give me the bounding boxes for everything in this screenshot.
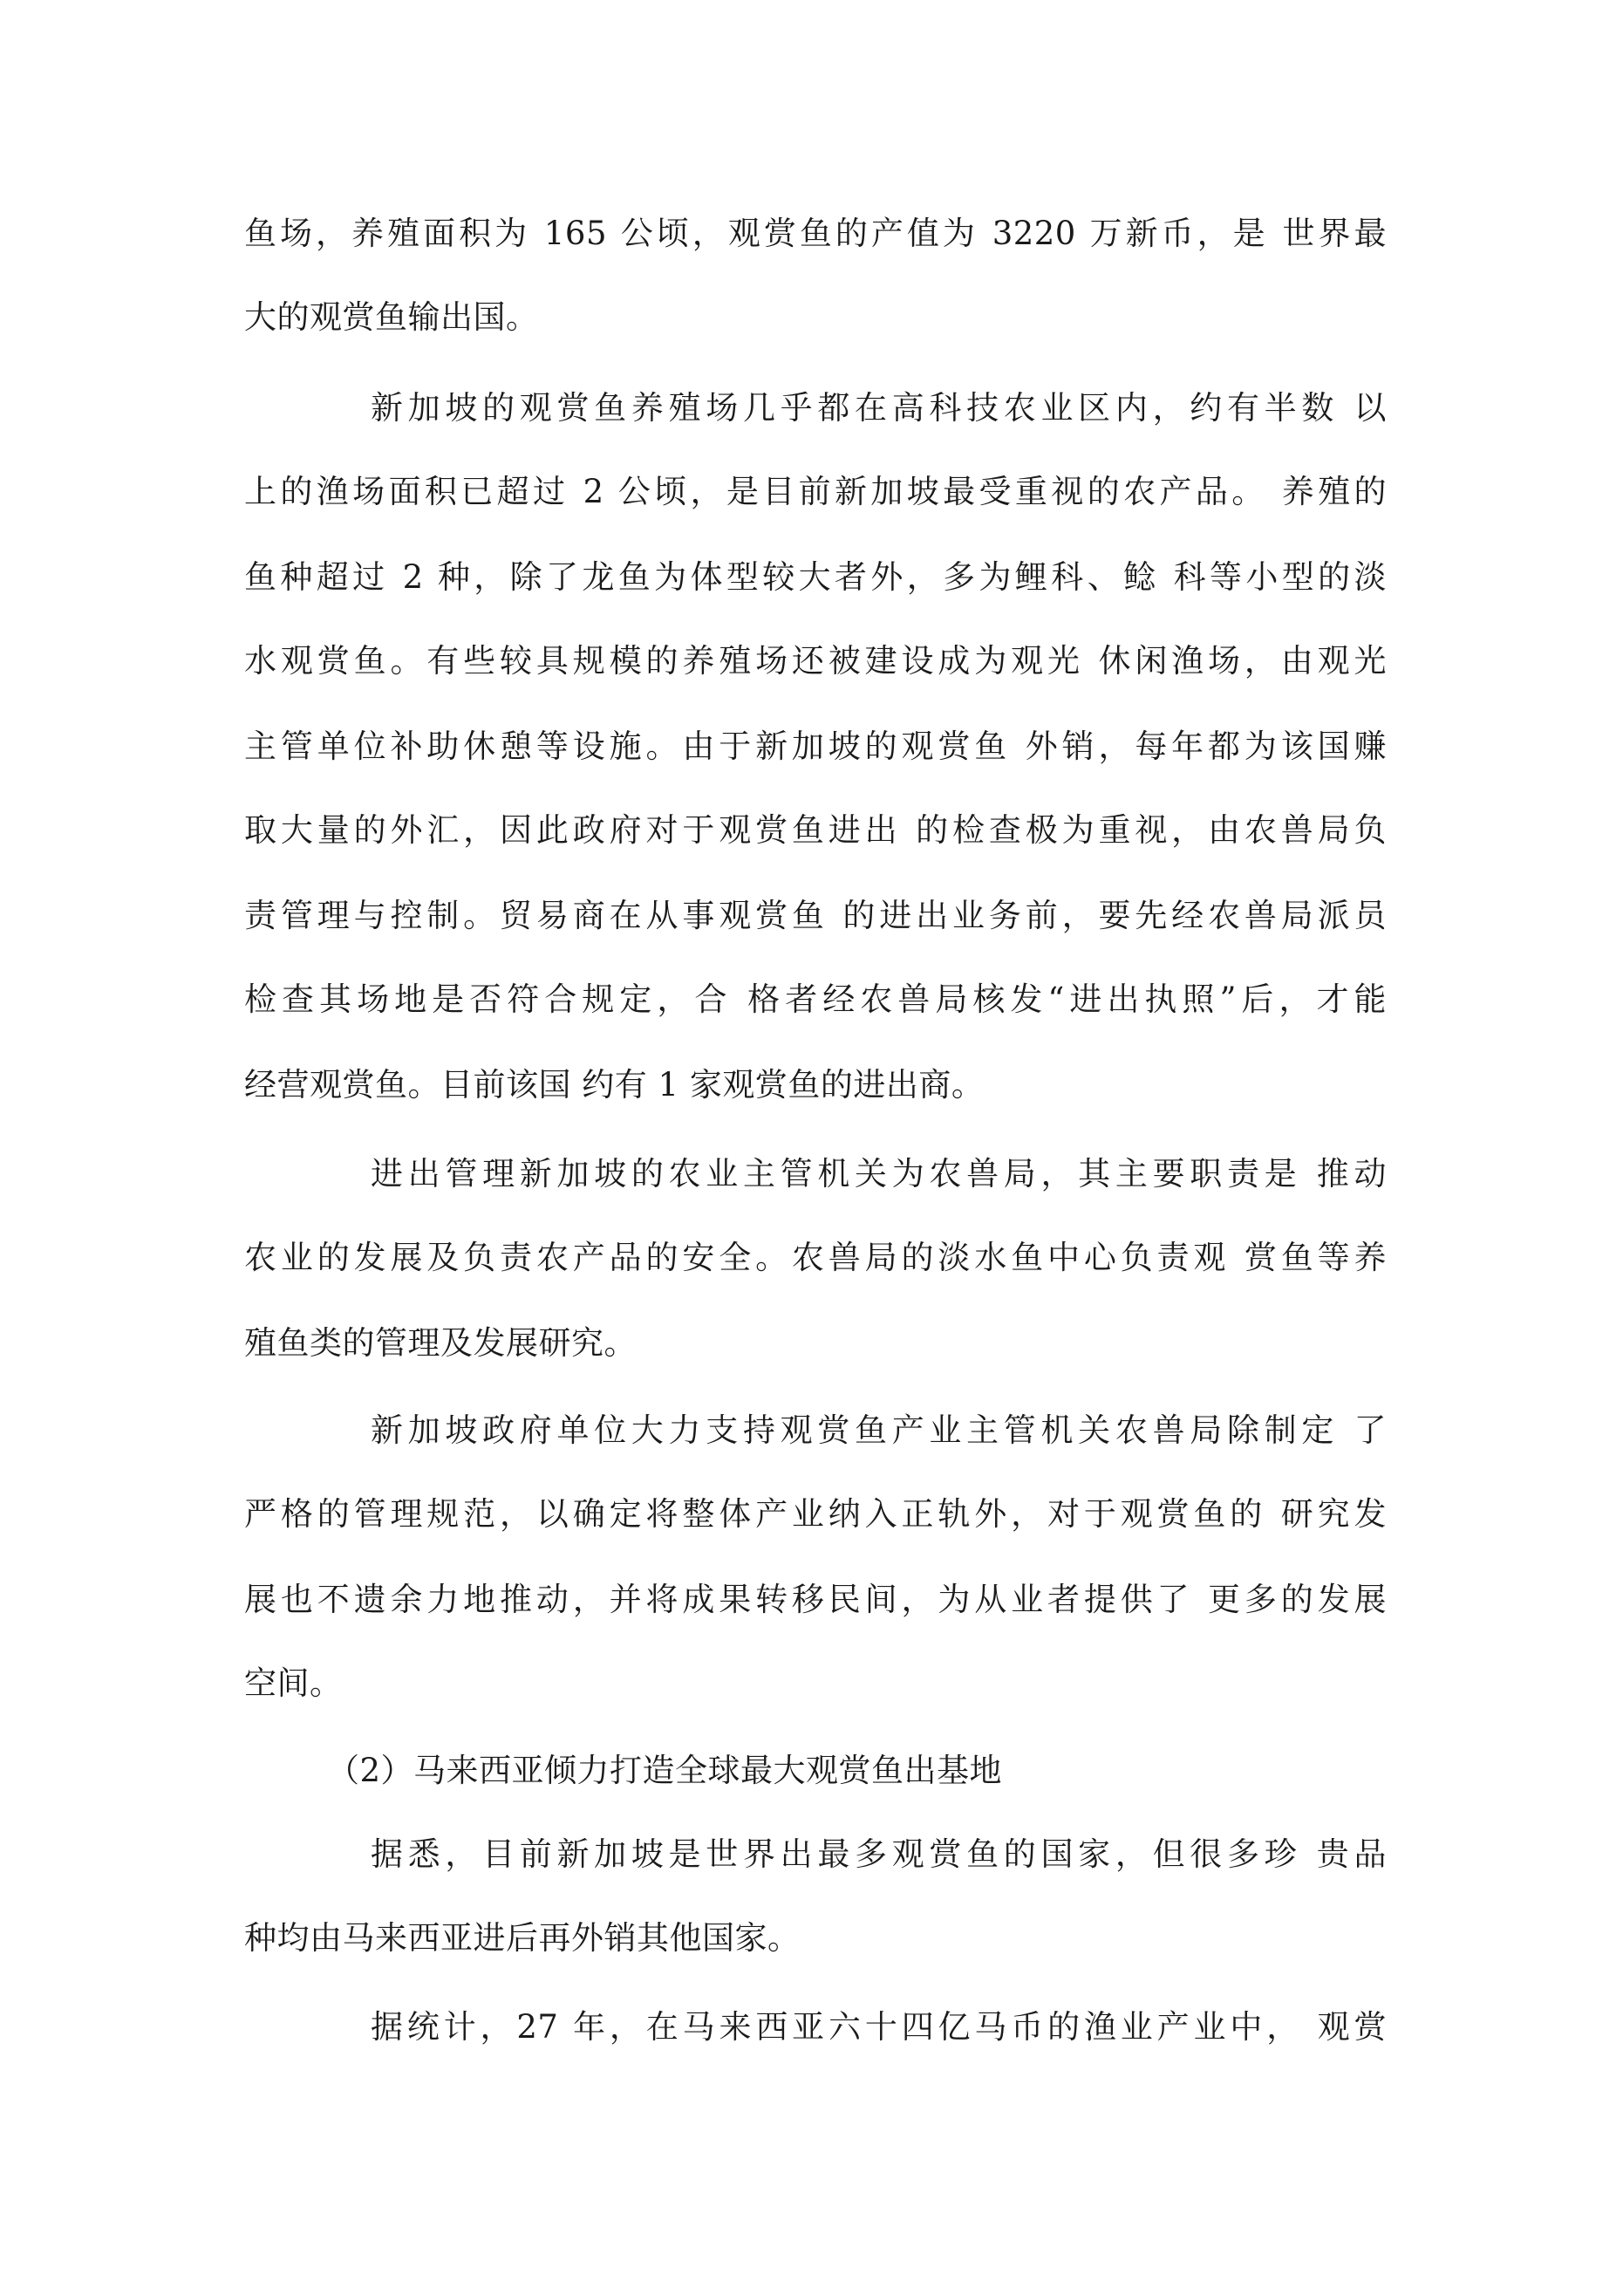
section-heading: （2）马来西亚倾力打造全球最大观赏鱼出基地	[327, 1752, 1003, 1789]
text-line: 水观赏鱼。有些较具规模的养殖场还被建设成为观光 休闲渔场，由观光	[244, 642, 1387, 680]
text-line: 严格的管理规范，以确定将整体产业纳入正轨外，对于观赏鱼的 研究发	[244, 1495, 1387, 1533]
text-line: 新加坡的观赏鱼养殖场几乎都在高科技农业区内，约有半数 以	[371, 389, 1387, 427]
text-line: 据悉，目前新加坡是世界出最多观赏鱼的国家，但很多珍 贵品	[371, 1835, 1387, 1873]
text-line: 农业的发展及负责农产品的安全。农兽局的淡水鱼中心负责观 赏鱼等养	[244, 1239, 1387, 1276]
text-line: 种均由马来西亚进后再外销其他国家。	[244, 1919, 801, 1957]
text-line: 取大量的外汇，因此政府对于观赏鱼进出 的检查极为重视，由农兽局负	[244, 811, 1387, 849]
text-line: 进出管理新加坡的农业主管机关为农兽局，其主要职责是 推动	[371, 1155, 1387, 1192]
text-line: 鱼场，养殖面积为 165 公顷，观赏鱼的产值为 3220 万新币，是 世界最	[244, 215, 1387, 252]
text-line: 据统计，27 年，在马来西亚六十四亿马币的渔业产业中， 观赏	[371, 2008, 1387, 2046]
text-line: 经营观赏鱼。目前该国 约有 1 家观赏鱼的进出商。	[244, 1066, 985, 1104]
text-line: 展也不遗余力地推动，并将成果转移民间，为从业者提供了 更多的发展	[244, 1581, 1387, 1618]
text-line: 新加坡政府单位大力支持观赏鱼产业主管机关农兽局除制定 了	[371, 1411, 1387, 1449]
text-line: 责管理与控制。贸易商在从事观赏鱼 的进出业务前，要先经农兽局派员	[244, 897, 1387, 934]
text-line: 空间。	[244, 1664, 343, 1702]
text-line: 鱼种超过 2 种，除了龙鱼为体型较大者外，多为鲤科、鲶 科等小型的淡	[244, 558, 1387, 596]
text-line: 检查其场地是否符合规定，合 格者经农兽局核发“进出执照”后，才能	[244, 981, 1387, 1018]
text-line: 主管单位补助休憩等设施。由于新加坡的观赏鱼 外销，每年都为该国赚	[244, 728, 1387, 765]
text-line: 殖鱼类的管理及发展研究。	[244, 1324, 637, 1362]
text-line: 大的观赏鱼输出国。	[244, 298, 539, 336]
text-line: 上的渔场面积已超过 2 公顷，是目前新加坡最受重视的农产品。 养殖的	[244, 473, 1387, 510]
